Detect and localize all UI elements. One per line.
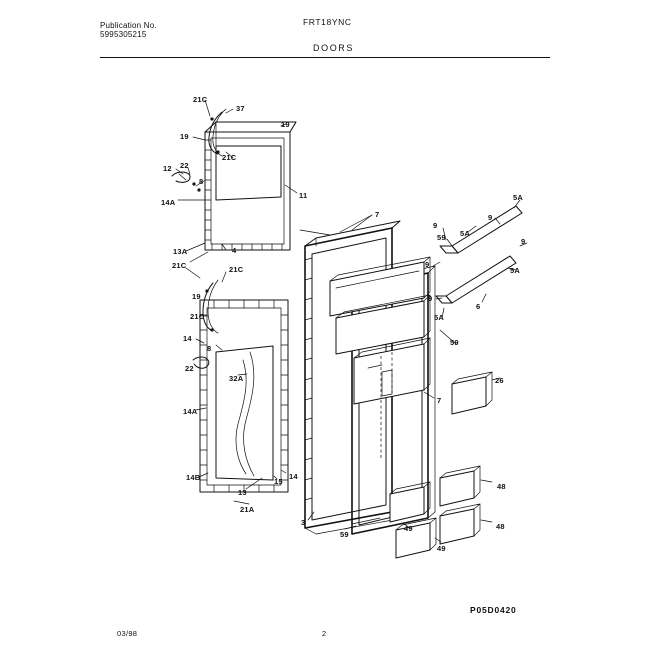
assembly-leaders [300, 215, 372, 235]
callout-49: 49 [404, 524, 413, 533]
freezer-door-assembly [172, 100, 297, 262]
callout-5a: 5A [434, 313, 444, 322]
callout-9: 9 [428, 294, 433, 303]
callout-21c: 21C [222, 153, 237, 162]
callout-11: 11 [299, 191, 308, 200]
callout-19: 19 [192, 292, 201, 301]
callout-6: 6 [476, 302, 481, 311]
callout-4: 4 [232, 246, 237, 255]
date-code: 03/98 [117, 629, 138, 638]
callout-19: 19 [281, 120, 290, 129]
callout-14: 14 [289, 472, 298, 481]
callout-21c: 21C [190, 312, 205, 321]
callout-5a: 5A [510, 266, 520, 275]
callout-14a: 14A [183, 407, 198, 416]
callout-15: 15 [274, 477, 283, 486]
callout-7: 7 [375, 210, 380, 219]
callout-9: 9 [425, 260, 430, 269]
callout-21a: 21A [240, 505, 255, 514]
callout-48: 48 [496, 522, 505, 531]
callout-8: 8 [207, 344, 212, 353]
callout-22: 22 [185, 364, 194, 373]
callout-59: 59 [340, 530, 349, 539]
callout-26: 26 [495, 376, 504, 385]
callout-14: 14 [183, 334, 192, 343]
callout-21c: 21C [229, 265, 244, 274]
callout-8: 8 [199, 177, 204, 186]
publication-number-value: 5995305215 [100, 30, 147, 39]
callout-48: 48 [497, 482, 506, 491]
callout-14b: 14B [186, 473, 201, 482]
callout-7: 7 [437, 396, 442, 405]
plate-number: P05D0420 [470, 605, 517, 615]
callout-19: 19 [180, 132, 189, 141]
publication-number-label: Publication No. [100, 21, 157, 30]
page-number: 2 [322, 629, 327, 638]
callout-14a: 14A [161, 198, 176, 207]
door-liner-gasket-frame [186, 265, 288, 504]
callout-5a: 5A [513, 193, 523, 202]
model-number: FRT18YNC [303, 17, 352, 27]
callout-21c: 21C [193, 95, 208, 104]
callout-59: 59 [450, 338, 459, 347]
callout-59: 59 [437, 233, 446, 242]
callout-13: 13 [238, 488, 247, 497]
callout-22: 22 [180, 161, 189, 170]
callout-3: 3 [301, 518, 306, 527]
callout-37: 37 [236, 104, 245, 113]
section-title: DOORS [313, 43, 355, 53]
callout-9: 9 [488, 213, 493, 222]
callout-9: 9 [433, 221, 438, 230]
callout-12: 12 [163, 164, 172, 173]
callout-49: 49 [437, 544, 446, 553]
callout-5a: 5A [460, 229, 470, 238]
callout-9: 9 [521, 237, 526, 246]
callout-32a: 32A [229, 374, 244, 383]
callout-13a: 13A [173, 247, 188, 256]
callout-21c: 21C [172, 261, 187, 270]
